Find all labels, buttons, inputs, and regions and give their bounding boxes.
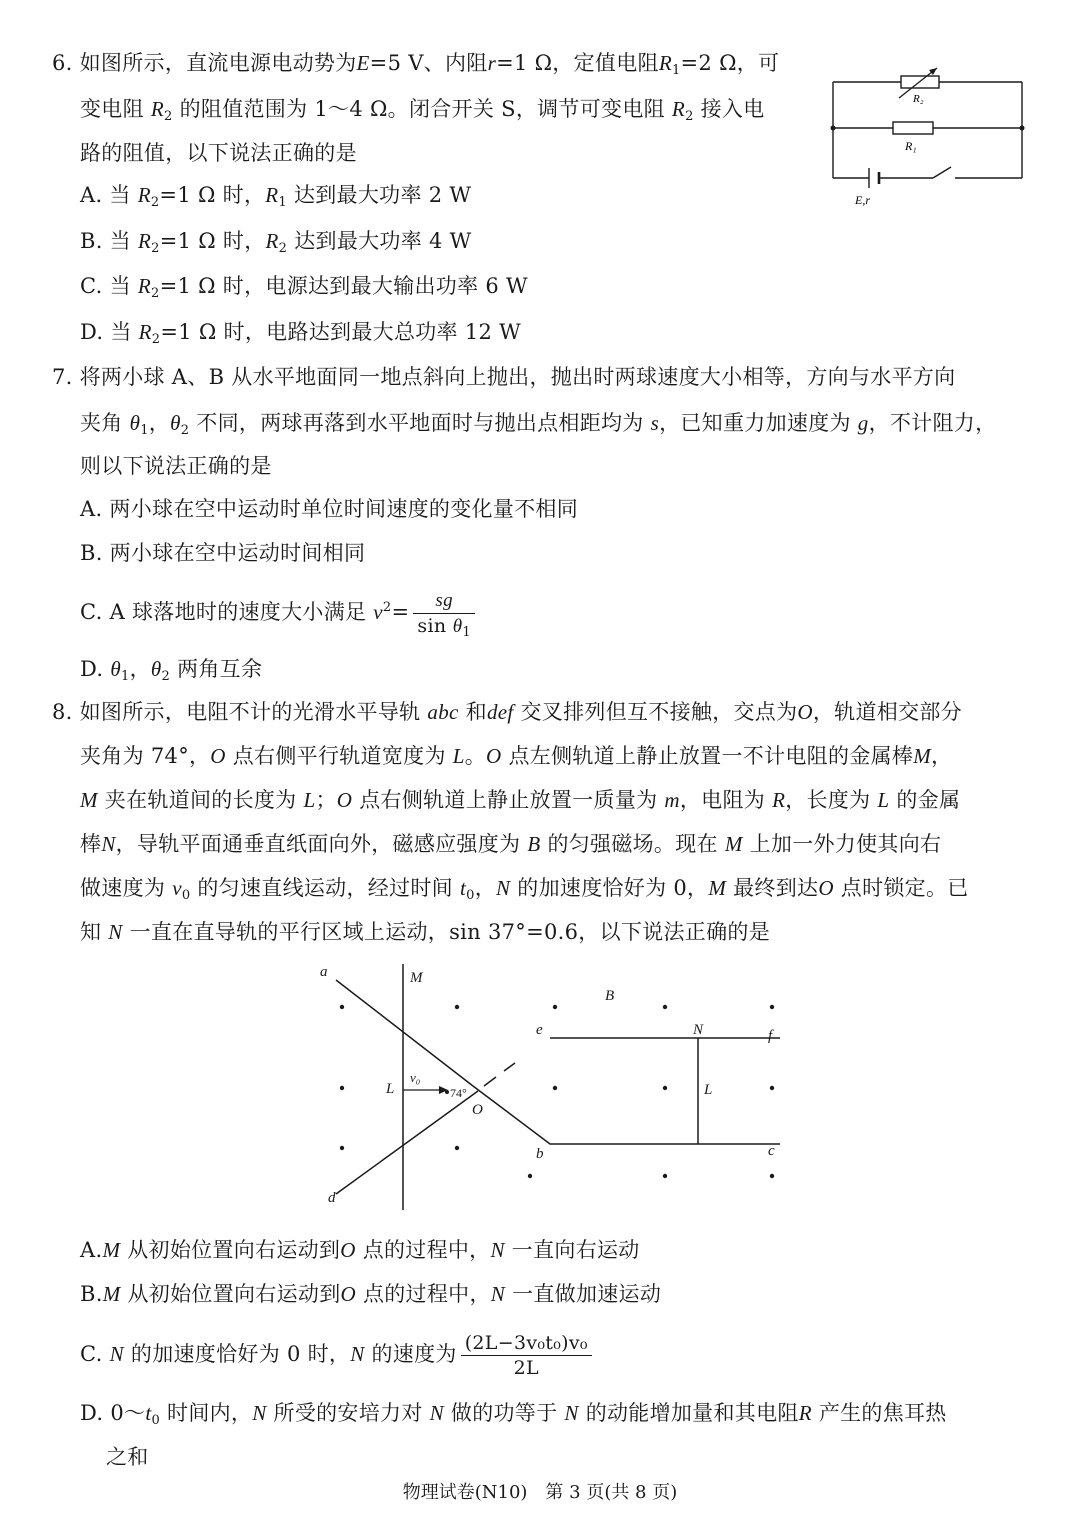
q7-line-2: 夹角 $\theta_1$，$\theta_2$ 不同，两球再落到水平地面时与抛出点相距均为 s，已知重力加速度为 g，不计阻力，	[80, 411, 997, 438]
label-b-rail: b	[536, 1146, 544, 1162]
q8-option-a: A.M 从初始位置向右运动到O 点的过程中，N 一直向右运动	[80, 1238, 640, 1262]
label-o: O	[472, 1102, 483, 1118]
q6-option-a: A. 当 $R_2=1$ Ω 时，$R_1$ 达到最大功率 2 W	[80, 183, 472, 210]
r1-label: R₁	[905, 139, 917, 153]
r2-label: R₂	[913, 93, 924, 105]
q8-line-3: M 夹在轨道间的长度为 L；O 点右侧轨道上静止放置一质量为 m，电阻为 R，长度为 L 的金属	[80, 788, 961, 812]
label-n: N	[693, 1022, 704, 1038]
q8-line-2: 夹角为 74°，O 点右侧平行轨道宽度为 L。O 点左侧轨道上静止放置一不计电阻的金属棒M，	[80, 744, 953, 768]
label-m: M	[410, 970, 423, 986]
q8-rail-diagram	[310, 958, 800, 1218]
label-l-right: L	[704, 1082, 713, 1098]
q8-line-4: 棒N，导轨平面通垂直纸面向外，磁感应强度为 B 的匀强磁场。现在 M 上加一外力使其向右	[80, 832, 942, 856]
label-d: d	[328, 1190, 336, 1206]
battery-label: E,r	[855, 193, 870, 207]
q7-line-3: 则以下说法正确的是	[80, 454, 272, 478]
q6-option-c: C. 当 $R_2=1$ Ω 时，电源达到最大输出功率 6 W	[80, 274, 528, 301]
q6-line-2: 变电阻 $R_2$ 的阻值范围为 1～4 Ω。闭合开关 S，调节可变电阻 $R_2$ 接入电	[80, 97, 765, 124]
q8-line-6: 知 N 一直在直导轨的平行区域上运动，sin 37°=0.6，以下说法正确的是	[80, 920, 770, 944]
label-f: f	[768, 1028, 773, 1044]
q7-option-d: D. $\theta_1$，$\theta_2$ 两角互余	[80, 657, 263, 684]
label-l-left: L	[386, 1081, 395, 1097]
q8-option-d: D. $0\sim t_0$ 时间内，N 所受的安培力对 N 做的功等于 N 的动能增加量和其电阻R 产生的焦耳热	[80, 1401, 947, 1428]
label-angle: 74°	[450, 1086, 467, 1100]
q8-line-5: 做速度为 $v_0$ 的匀速直线运动，经过时间 $t_0$，N 的加速度恰好为 0，M 最终到达O 点时锁定。已	[80, 876, 969, 903]
q7-line-1: 7. 将两小球 A、B 从水平地面同一地点斜向上抛出，抛出时两球速度大小相等，方向与水平方向	[52, 365, 956, 389]
label-v0: v₀	[410, 1070, 421, 1085]
rail-def-lower	[336, 1091, 478, 1194]
q8-fraction: $\frac{\text{(2L−3v₀t₀)v₀}}{2L}$	[461, 1331, 592, 1380]
q7-option-c: C. A 球落地时的速度大小满足 $v^2=$ $\frac{sg}{\sin \theta_1}$	[80, 586, 475, 639]
q7-fraction: $\frac{sg}{\sin \theta_1}$	[413, 589, 475, 639]
q6-option-b: B. 当 $R_2=1$ Ω 时，$R_2$ 达到最大功率 4 W	[80, 229, 472, 256]
switch-symbol	[933, 167, 951, 178]
q8-option-b: B.M 从初始位置向右运动到O 点的过程中，N 一直做加速运动	[80, 1282, 662, 1306]
page-footer: 物理试卷(N10) 第 3 页(共 8 页)	[402, 1482, 678, 1503]
q7-option-a: A. 两小球在空中运动时单位时间速度的变化量不相同	[80, 497, 579, 521]
q7-option-b: B. 两小球在空中运动时间相同	[80, 541, 366, 565]
label-a: a	[320, 964, 328, 980]
q6-circuit-diagram	[825, 58, 1030, 208]
q6-option-d: D. 当 $R_2=1$ Ω 时，电路达到最大总功率 12 W	[80, 320, 522, 347]
q8-line-1: 8. 如图所示，电阻不计的光滑水平导轨 abc 和def 交叉排列但互不接触，交点为O，轨道相交部分	[52, 700, 962, 724]
label-e: e	[536, 1022, 543, 1038]
label-b-field: B	[605, 988, 615, 1004]
q6-line-1: 6. 如图所示，直流电源电动势为E=5 V、内阻r=1 Ω，定值电阻$R_1=2$ Ω，可	[52, 51, 780, 78]
q8-option-d-cont: 之和	[106, 1445, 149, 1469]
label-c: c	[768, 1143, 775, 1159]
r1-resistor	[893, 122, 933, 134]
q8-option-c: C. N 的加速度恰好为 0 时，N 的速度为 $\frac{\text{(2L−3v₀t₀)v₀}}{2L}$	[80, 1328, 592, 1380]
q6-line-3: 路的阻值，以下说法正确的是	[80, 141, 357, 165]
